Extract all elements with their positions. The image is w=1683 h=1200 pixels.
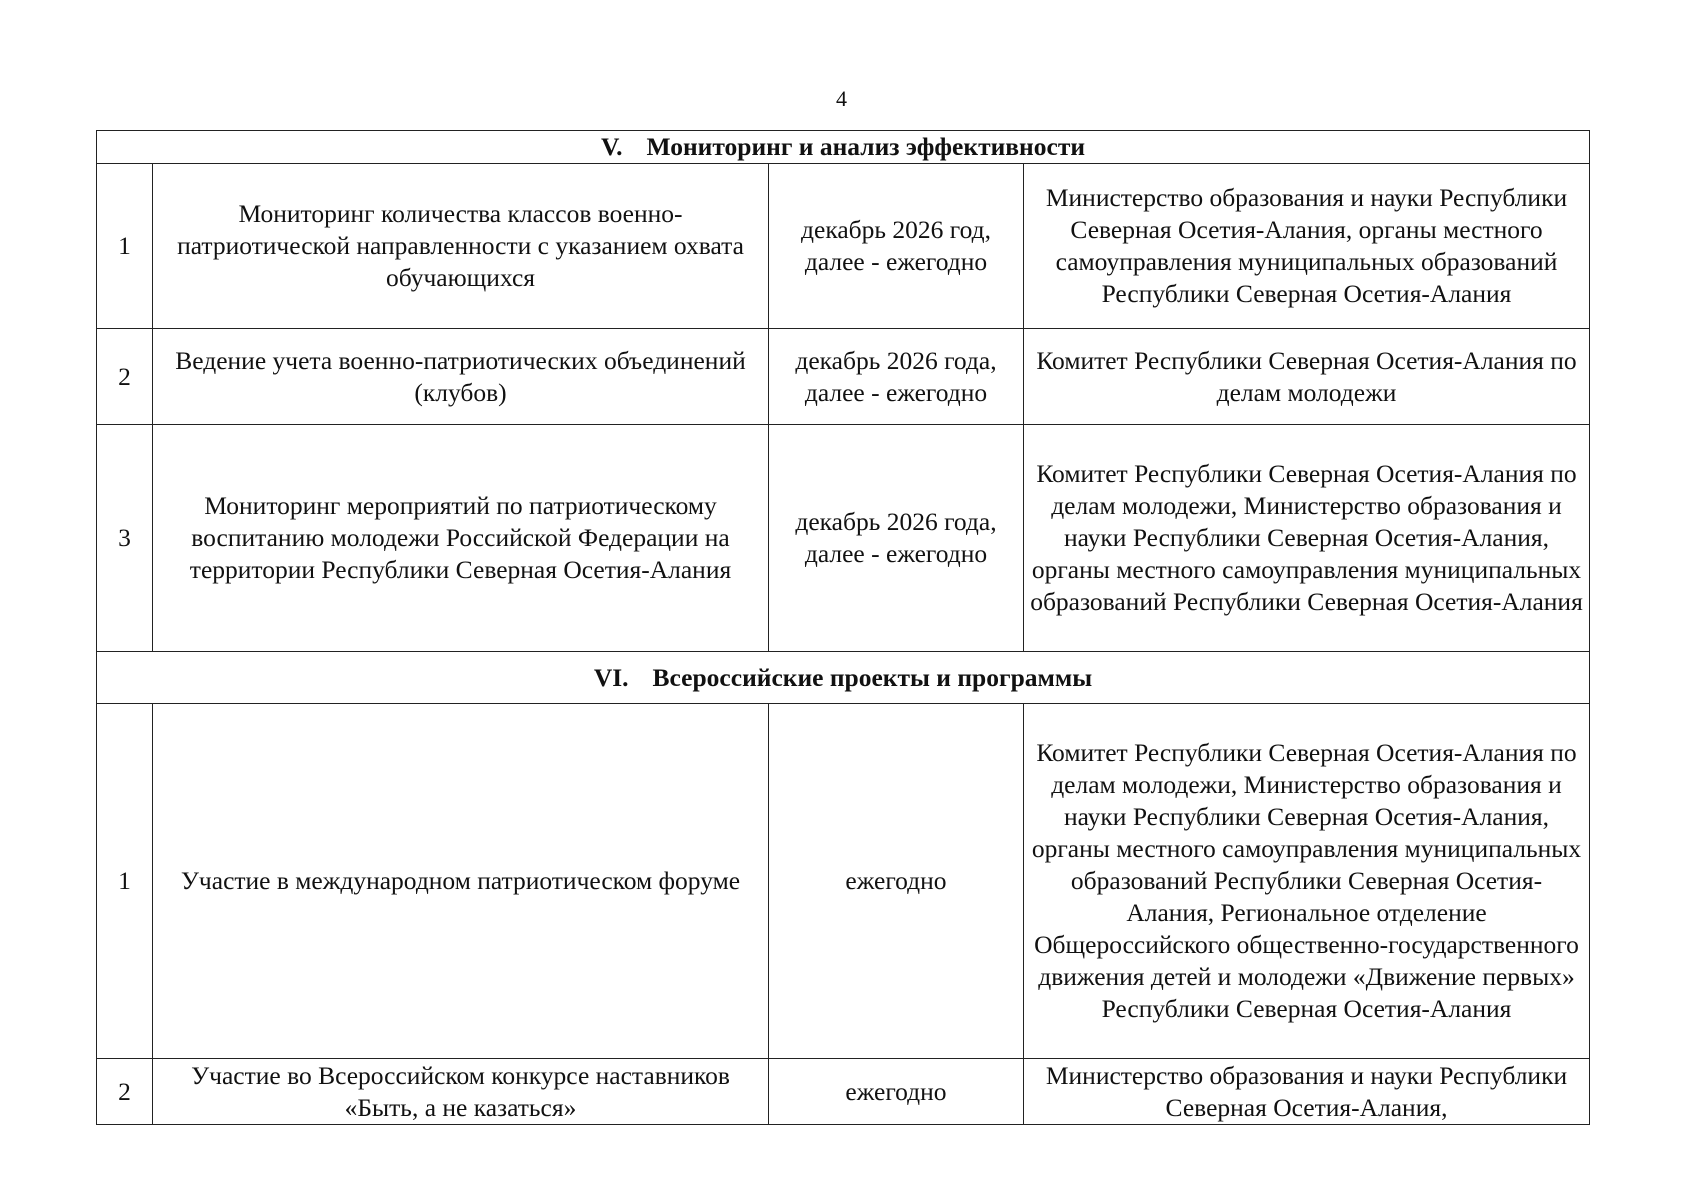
- section-numeral: V.: [600, 132, 623, 161]
- row-description: Участие во Всероссийском конкурсе наставников «Быть, а не казаться»: [153, 1059, 769, 1125]
- section-header-v: [97, 131, 1590, 164]
- row-deadline: ежегодно: [769, 704, 1024, 1059]
- row-deadline: ежегодно: [769, 1059, 1024, 1125]
- row-description: Участие в международном патриотическом форуме: [153, 704, 769, 1059]
- row-responsible: Министерство образования и науки Республики Северная Осетия-Алания, органы местного самоуправления муниципальных образований Республики Северная Осетия-Алания: [1024, 164, 1590, 329]
- row-description: Ведение учета военно-патриотических объединений (клубов): [153, 329, 769, 425]
- row-number: 1: [97, 164, 153, 329]
- row-description: Мониторинг количества классов военно-патриотической направленности с указанием охвата обучающихся: [153, 164, 769, 329]
- row-deadline: декабрь 2026 года, далее - ежегодно: [769, 329, 1024, 425]
- plan-table: [96, 130, 1590, 1125]
- table-row: [97, 329, 1590, 425]
- table-row: [97, 164, 1590, 329]
- section-title-cell: [97, 131, 1590, 164]
- section-title: Всероссийские проекты и программы: [652, 662, 1093, 692]
- section-title: Мониторинг и анализ эффективности: [646, 132, 1086, 161]
- page-number: 4: [836, 86, 847, 111]
- row-responsible: Министерство образования и науки Республики Северная Осетия-Алания,: [1024, 1059, 1590, 1125]
- section-header-vi: [97, 652, 1590, 704]
- row-number: 2: [97, 329, 153, 425]
- section-numeral: VI.: [593, 662, 629, 692]
- row-responsible: Комитет Республики Северная Осетия-Алания по делам молодежи, Министерство образования и науки Республики Северная Осетия-Алания, органы местного самоуправления муниципальных образований Республики Северная Осетия-Алания, Региональное отделение Общероссийского общественно-государственного движения детей и молодежи «Движение первых» Республики Северная Осетия-Алания: [1024, 704, 1590, 1059]
- row-number: 2: [97, 1059, 153, 1125]
- table-row: [97, 425, 1590, 652]
- row-number: 3: [97, 425, 153, 652]
- section-title-cell: [97, 652, 1590, 704]
- row-responsible: Комитет Республики Северная Осетия-Алания по делам молодежи, Министерство образования и науки Республики Северная Осетия-Алания, органы местного самоуправления муниципальных образований Республики Северная Осетия-Алания: [1024, 425, 1590, 652]
- row-responsible: Комитет Республики Северная Осетия-Алания по делам молодежи: [1024, 329, 1590, 425]
- row-description: Мониторинг мероприятий по патриотическому воспитанию молодежи Российской Федерации на территории Республики Северная Осетия-Алания: [153, 425, 769, 652]
- row-deadline: декабрь 2026 год, далее - ежегодно: [769, 164, 1024, 329]
- table-row: [97, 704, 1590, 1059]
- row-deadline: декабрь 2026 года, далее - ежегодно: [769, 425, 1024, 652]
- row-number: 1: [97, 704, 153, 1059]
- table-row: [97, 1059, 1590, 1125]
